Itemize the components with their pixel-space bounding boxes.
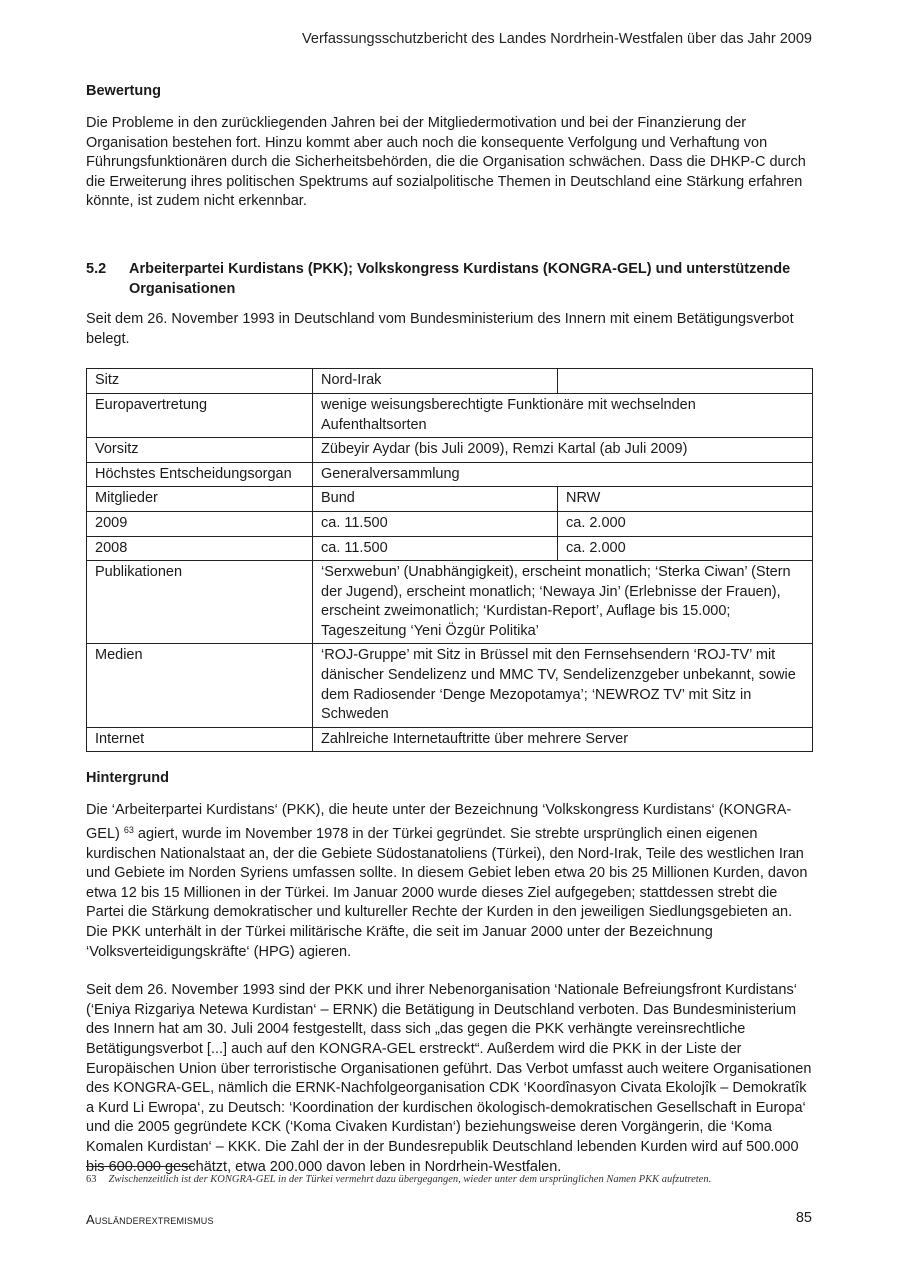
member-year: 2008 [87,536,313,561]
table-row [87,727,813,752]
row-label: Europavertretung [87,393,313,437]
row-label: Publikationen [87,561,313,644]
section-heading [86,260,813,299]
column-header-bund: Bund [313,487,558,512]
footer-section-label: Ausländerextremismus [86,1212,214,1227]
row-value: ‘Serxwebun’ (Unabhängigkeit), erscheint monatlich; ‘Sterka Ciwan’ (Stern der Jugend), erscheint monatlich; ‘Newaya Jin’ (Erlebnisse der Frauen), erscheint zweimonatlich; ‘Kurdistan-Report’, Auflage bis 15.000; Tageszeitung ‘Yeni Özgür Politika’ [313,561,813,644]
member-nrw: ca. 2.000 [558,511,813,536]
row-value: Zübeyir Aydar (bis Juli 2009), Remzi Kartal (ab Juli 2009) [313,438,813,463]
row-label: Medien [87,644,313,727]
empty-cell [558,369,813,394]
member-nrw: ca. 2.000 [558,536,813,561]
organisation-info-table [86,368,813,752]
table-row [87,438,813,463]
page-number: 85 [795,1210,812,1226]
column-header-nrw: NRW [558,487,813,512]
section-intro: Seit dem 26. November 1993 in Deutschland vom Bundesministerium des Innern mit einem Betätigungsverbot belegt. [86,311,794,347]
table-row [87,561,813,644]
table-row [87,393,813,437]
footnote-reference[interactable]: 63 [123,825,134,836]
member-year: 2009 [87,511,313,536]
table-row [87,369,813,394]
footnote-divider [86,1166,194,1167]
section-number: 5.2 [86,260,107,277]
row-label: Internet [87,727,313,752]
row-value: ‘ROJ-Gruppe’ mit Sitz in Brüssel mit den Fernsehsendern ‘ROJ-TV’ mit dänischer Sendelizenz und MMC TV, Sendelizenzgeber unbekannt, sowie dem Radiosender ‘Denge Mezopotamya’; ‘NEWROZ TV’ mit Sitz in Schweden [313,644,813,727]
hintergrund-paragraph-2: Seit dem 26. November 1993 sind der PKK und ihrer Nebenorganisation ‘Nationale Befreiungsfront Kurdistans‘ (‘Eniya Rizgariya Netewa Kurdistan‘ – ERNK) die Betätigung in Deutschland verboten. Das Bundesministerium des Innern hat am 30. Juli 2004 festgestellt, dass sich „das gegen die PKK verhängte vereinsrechtliche Betätigungsverbot [...] auch auf den KONGRA-GEL erstreckt“. Außerdem wird die PKK in der Liste der Europäischen Union über terroristische Organisationen geführt. Das Verbot umfasst auch weitere Organisationen des KONGRA-GEL, nämlich die ERNK-Nachfolgeorganisation CDK ‘Koordînasyon Civata Ekolojîk – Demokratîk a Kurd Li Ewropa‘, zu Deutsch: ‘Koordination der kurdischen ökologisch-demokratischen Gesellschaft in Europa‘ und die 2005 gegründete KCK (‘Koma Civaken Kurdistan‘) beziehungsweise deren Vorgängerin, die ‘Koma Komalen Kurdistan‘ – KKK. Die Zahl der in der Bundesrepublik Deutschland lebenden Kurden wird auf 500.000 bis 600.000 geschätzt, etwa 200.000 davon leben in Nordrhein-Westfalen. [86,982,812,1175]
hintergrund-paragraph-1: Die ‘Arbeiterpartei Kurdistans‘ (PKK), die heute unter der Bezeichnung ‘Volkskongress Kurdistans‘ (KONGRA-GEL) $^{63}$ agiert, wurde im November 1978 in der Türkei gegründet. Sie strebte ursprünglich einen eigenen kurdischen Nationalstaat an, der die Gebiete Südostanatoliens (Türkei), den Nord-Irak, Teile des westlichen Iran und Gebiete im Norden Syriens umfassen sollte. In diesem Gebiet leben etwa 20 bis 25 Millionen Kurden, davon etwa 12 bis 15 Millionen in der Türkei. Im Januar 2000 wurde dieses Ziel aufgegeben; stattdessen strebt die Partei die Stärkung demokratischer und kultureller Rechte der Kurden in den jeweiligen Siedlungsgebieten an. Die PKK unterhält in der Türkei militärische Kräfte, die seit im Januar 2000 unter der Bezeichnung ‘Volksverteidigungskräfte‘ (HPG) agieren. [86,802,808,960]
row-value: Zahlreiche Internetauftritte über mehrere Server [313,727,813,752]
row-label: Sitz [87,369,313,394]
section-title: Arbeiterpartei Kurdistans (PKK); Volkskongress Kurdistans (KONGRA-GEL) und unterstützende Organisationen [129,260,791,297]
table-row [87,462,813,487]
row-value: wenige weisungsberechtigte Funktionäre mit wechselnden Aufenthaltsorten [313,393,813,437]
member-bund: ca. 11.500 [313,511,558,536]
table-row [87,487,813,512]
row-label: Vorsitz [87,438,313,463]
bewertung-heading: Bewertung [86,83,161,99]
footnote [86,1174,813,1185]
row-value: Nord-Irak [313,369,558,394]
table-row [87,536,813,561]
page-content [86,82,813,1177]
table-row [87,644,813,727]
running-header: Verfassungsschutzbericht des Landes Nordrhein-Westfalen über das Jahr 2009 [302,31,812,47]
row-value: Generalversammlung [313,462,813,487]
bewertung-paragraph: Die Probleme in den zurückliegenden Jahren bei der Mitgliedermotivation und bei der Finanzierung der Organisation bestehen fort. Hinzu kommt aber auch noch die konsequente Verfolgung und Verhaftung von Führungsfunktionären durch die Sicherheitsbehörden, die die Organisation schwächen. Dass die DHKP-C durch die Erweiterung ihres politischen Spektrums auf sozialpolitische Themen in Deutschland eine Stärkung erfahren könnte, ist zudem nicht erkennbar. [86,115,806,210]
member-bund: ca. 11.500 [313,536,558,561]
footnote-number: 63 [86,1174,97,1185]
table-row [87,511,813,536]
row-label: Mitglieder [87,487,313,512]
footnote-text: Zwischenzeitlich ist der KONGRA-GEL in der Türkei vermehrt dazu übergegangen, wieder unter dem ursprünglichen Namen PKK aufzutreten. [108,1174,712,1185]
row-label: Höchstes Entscheidungsorgan [87,462,313,487]
hintergrund-heading: Hintergrund [86,770,169,787]
